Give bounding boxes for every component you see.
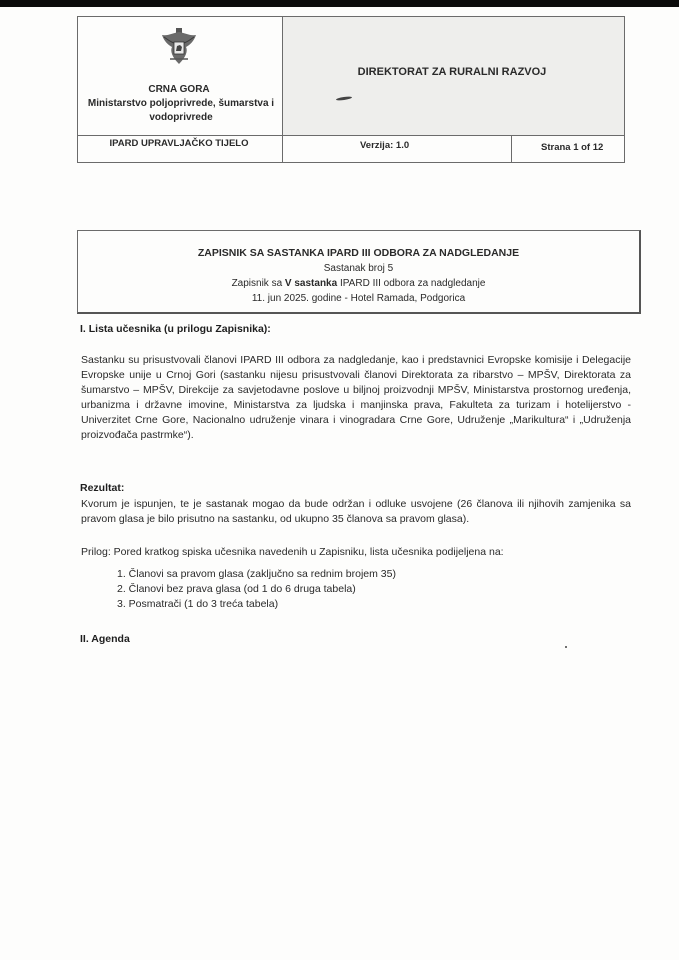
- participant-categories-list: [117, 567, 396, 612]
- participants-paragraph: Sastanku su prisustvovali članovi IPARD III odbora za nadgledanje, kao i predstavnici Evropske komisije i Delegacije Evropske unije u Crnoj Gori (sastanku nijesu prisustvovali članovi Direktorata za ribarstvo – MPŠV, Direktorata za šumarstvo – MPŠV, Direkcije za savjetodavne poslove u biljnoj proizvodnji MPŠV, Ministarstva prostornog uređenja, urbanizma i državne imovine, Ministarstva za ljudska i manjinska prava, Fakulteta za turizam i hotelijerstvo - Univerzitet Crne Gore, Nacionalno udruženje vinara i vinogradara Crne Gore, Udruženje „Marikultura“ i „Udruženja proizvođača pastrmke“).: [81, 354, 631, 441]
- document-title: ZAPISNIK SA SASTANKA IPARD III ODBORA ZA NADGLEDANJE: [197, 247, 520, 259]
- list-item: 1. Članovi sa pravom glasa (zaključno sa rednim brojem 35): [117, 568, 396, 580]
- version-label: Verzija: 1.0: [360, 140, 410, 151]
- meeting-number: Sastanak broj 5: [323, 263, 394, 274]
- list-item: 2. Članovi bez prava glasa (od 1 do 6 druga tabela): [117, 583, 356, 595]
- directorate-name: DIREKTORAT ZA RURALNI RAZVOJ: [357, 66, 547, 78]
- result-label: Rezultat:: [80, 482, 125, 494]
- header-divider: [78, 135, 624, 136]
- section-heading-participants: I. Lista učesnika (u prilogu Zapisnika):: [80, 323, 271, 335]
- page-number: Strana 1 of 12: [541, 142, 604, 153]
- attachment-paragraph: Prilog: Pored kratkog spiska učesnika navedenih u Zapisniku, lista učesnika podijeljena na:: [81, 546, 504, 558]
- ministry-name: Ministarstvo poljoprivrede, šumarstva i vodoprivrede: [87, 98, 275, 123]
- header-divider: [511, 135, 512, 162]
- subtitle-suffix: IPARD III odbora za nadgledanje: [337, 278, 486, 289]
- result-paragraph: Kvorum je ispunjen, te je sastanak mogao da bude održan i odluke usvojene (26 članova ili njihovih zamjenika sa pravom glasa je bilo prisutno na sastanku, od ukupno 35 članova sa pravom glasa).: [81, 498, 631, 525]
- meeting-date-place: 11. jun 2025. godine - Hotel Ramada, Podgorica: [251, 293, 466, 304]
- section-heading-agenda: II. Agenda: [80, 633, 130, 645]
- minutes-subtitle: [77, 278, 640, 289]
- header-divider: [282, 17, 283, 162]
- country-name: CRNA GORA: [148, 84, 210, 95]
- scan-speck: [565, 646, 567, 648]
- managing-body-label: IPARD UPRAVLJAČKO TIJELO: [109, 138, 249, 149]
- list-item: 3. Posmatrači (1 do 3 treća tabela): [117, 598, 279, 610]
- subtitle-bold: V sastanka: [284, 278, 338, 289]
- scan-top-edge: [0, 0, 679, 7]
- coat-of-arms-icon: [158, 27, 200, 67]
- subtitle-prefix: Zapisnik sa: [231, 278, 285, 289]
